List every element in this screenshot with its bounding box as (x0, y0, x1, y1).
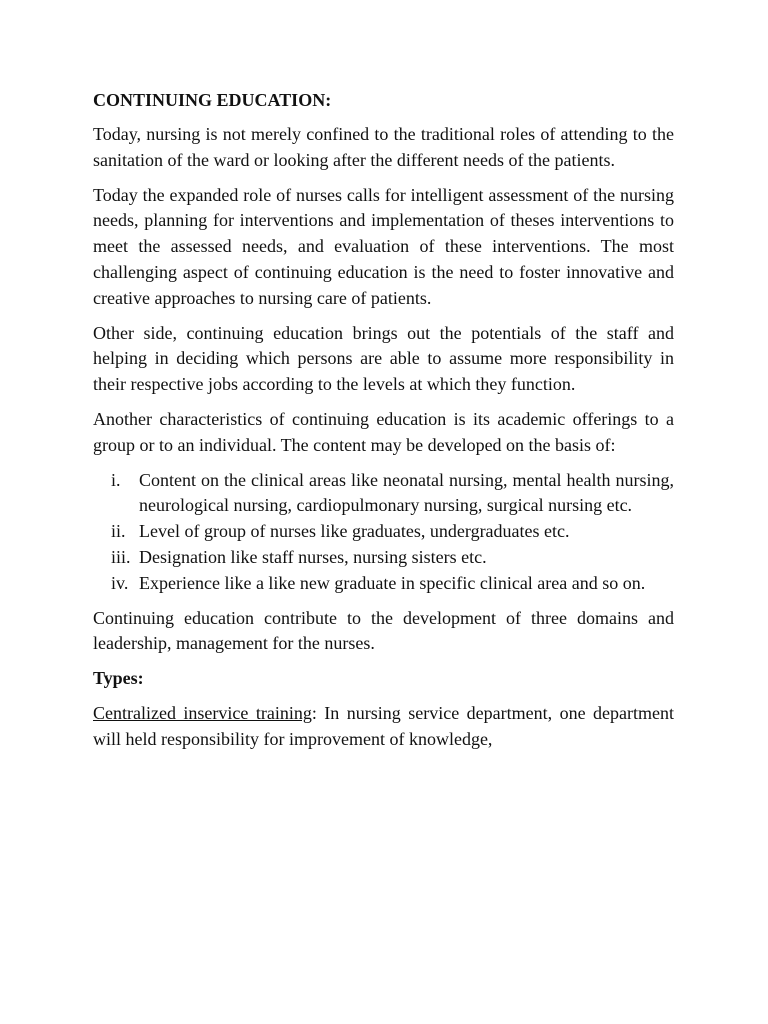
types-item-text: : In nursing service department, one department will held responsibility for improvement of knowledge, (93, 702, 674, 749)
list-item-text: Content on the clinical areas like neonatal nursing, mental health nursing, neurological nursing, cardiopulmonary nursing, surgical nursing etc. (139, 469, 674, 516)
list-marker: iv. (111, 572, 129, 593)
list-marker: ii. (111, 521, 126, 542)
paragraph-4: Another characteristics of continuing education is its academic offerings to a group or to an individual. The content may be developed on the basis of: (93, 408, 674, 455)
list-item (93, 468, 674, 520)
closing-paragraph: Continuing education contribute to the development of three domains and leadership, management for the nurses. (93, 607, 674, 654)
list-marker: i. (111, 469, 121, 490)
content-basis-list (93, 468, 674, 597)
list-item (93, 545, 674, 571)
paragraph-3: Other side, continuing education brings out the potentials of the staff and helping in deciding which persons are able to assume more responsibility in their respective jobs according to the levels at which they function. (93, 322, 674, 395)
paragraph-1: Today, nursing is not merely confined to the traditional roles of attending to the sanitation of the ward or looking after the different needs of the patients. (93, 124, 674, 170)
list-item (93, 571, 674, 597)
types-heading: Types: (93, 668, 144, 689)
list-item-text: Experience like a like new graduate in specific clinical area and so on. (139, 572, 646, 593)
types-item-paragraph (93, 701, 674, 753)
document-title: CONTINUING EDUCATION: (93, 90, 332, 110)
types-item-term: Centralized inservice training (93, 702, 312, 723)
list-item (93, 519, 674, 545)
document-page (93, 88, 674, 762)
list-item-text: Designation like staff nurses, nursing sisters etc. (139, 546, 487, 567)
list-marker: iii. (111, 546, 131, 567)
list-item-text: Level of group of nurses like graduates, undergraduates etc. (139, 521, 570, 542)
paragraph-2: Today the expanded role of nurses calls for intelligent assessment of the nursing needs, planning for interventions and implementation of theses interventions to meet the assessed needs, and evaluation of these interventions. The most challenging aspect of continuing education is the need to foster innovative and creative approaches to nursing care of patients. (93, 184, 674, 308)
